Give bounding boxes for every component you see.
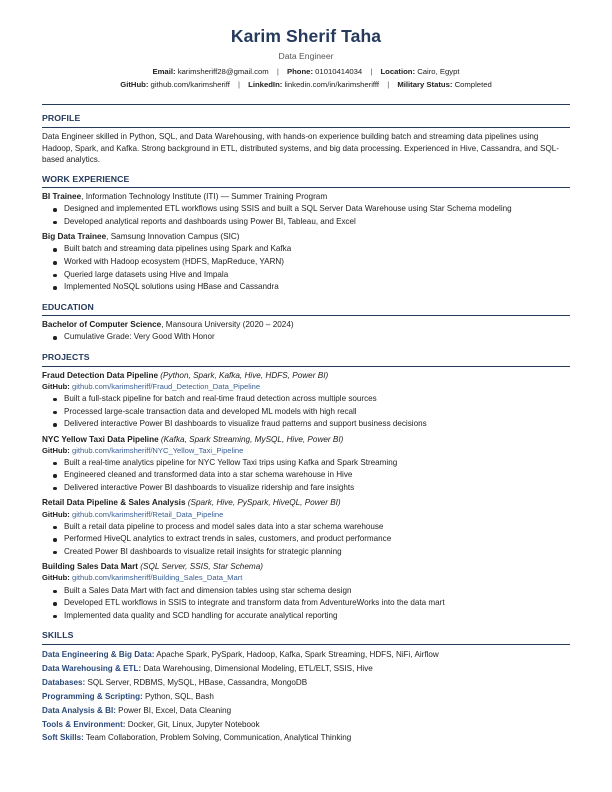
list-item: Cumulative Grade: Very Good With Honor bbox=[42, 331, 570, 344]
bullet-list bbox=[42, 393, 570, 431]
skill-value: Power BI, Excel, Data Cleaning bbox=[115, 705, 232, 715]
project-entry-head bbox=[42, 434, 570, 445]
skill-label: Data Warehousing & ETL: bbox=[42, 663, 142, 673]
experience-org: , Samsung Innovation Campus (SIC) bbox=[106, 232, 240, 242]
skill-label: Tools & Environment: bbox=[42, 719, 126, 729]
project-github-link[interactable]: github.com/karimsheriff/Fraud_Detection_Data_Pipeline bbox=[71, 381, 261, 391]
email-label: Email: bbox=[152, 66, 176, 76]
project-name: Fraud Detection Data Pipeline bbox=[42, 370, 159, 380]
github-value[interactable]: github.com/karimsheriff bbox=[150, 79, 230, 89]
github-label: GitHub: bbox=[42, 573, 70, 583]
skill-row bbox=[42, 690, 570, 704]
military-value: Completed bbox=[454, 79, 492, 89]
candidate-title: Data Engineer bbox=[278, 51, 334, 61]
section-title: PROJECTS bbox=[42, 351, 90, 362]
project-name: Building Sales Data Mart bbox=[42, 562, 138, 572]
bullet-list bbox=[42, 203, 570, 228]
project-github-line bbox=[42, 446, 570, 456]
email-value[interactable]: karimsheriff28@gmail.com bbox=[177, 66, 269, 76]
list-item: Developed ETL workflows in SSIS to integrate and transform data from AdventureWorks into the data mart bbox=[42, 597, 570, 610]
experience-entry-head bbox=[42, 191, 570, 202]
skill-value: Data Warehousing, Dimensional Modeling, ETL/ELT, SSIS, Hive bbox=[141, 663, 373, 673]
bullet-list bbox=[42, 457, 570, 495]
experience-role: Big Data Trainee bbox=[42, 232, 107, 242]
bullet-list bbox=[42, 243, 570, 293]
project-tech: (Spark, Hive, PySpark, HiveQL, Power BI) bbox=[187, 498, 341, 508]
list-item: Delivered interactive Power BI dashboards to visualize ridership and fare insights bbox=[42, 482, 570, 495]
project-entry-head bbox=[42, 561, 570, 572]
project-github-link[interactable]: github.com/karimsheriff/Retail_Data_Pipeline bbox=[71, 509, 224, 519]
github-label: GitHub: bbox=[42, 381, 70, 391]
contact-line-2 bbox=[42, 80, 570, 90]
skill-label: Programming & Scripting: bbox=[42, 691, 143, 701]
github-label: GitHub: bbox=[42, 509, 70, 519]
list-item: Built a retail data pipeline to process and model sales data into a star schema warehouse bbox=[42, 521, 570, 534]
header-divider bbox=[42, 104, 570, 105]
bullet-list bbox=[42, 585, 570, 623]
skill-label: Soft Skills: bbox=[42, 733, 84, 743]
list-item: Processed large-scale transaction data and developed ML models with high recall bbox=[42, 406, 570, 419]
skill-value: SQL Server, RDBMS, MySQL, HBase, Cassandra, MongoDB bbox=[85, 677, 308, 687]
education-entry-head bbox=[42, 319, 570, 330]
project-name: NYC Yellow Taxi Data Pipeline bbox=[42, 434, 159, 444]
list-item: Built a real-time analytics pipeline for NYC Yellow Taxi trips using Kafka and Spark Streaming bbox=[42, 457, 570, 470]
skill-value: Docker, Git, Linux, Jupyter Notebook bbox=[125, 719, 260, 729]
military-label: Military Status: bbox=[397, 79, 453, 89]
list-item: Built batch and streaming data pipelines using Spark and Kafka bbox=[42, 243, 570, 256]
experience-role: BI Trainee bbox=[42, 192, 82, 202]
github-label: GitHub: bbox=[42, 445, 70, 455]
list-item: Implemented data quality and SCD handling for accurate analytical reporting bbox=[42, 610, 570, 623]
list-item: Built a Sales Data Mart with fact and dimension tables using star schema design bbox=[42, 585, 570, 598]
list-item: Built a full-stack pipeline for batch and real-time fraud detection across multiple sources bbox=[42, 393, 570, 406]
skill-row bbox=[42, 718, 570, 732]
project-github-link[interactable]: github.com/karimsheriff/NYC_Yellow_Taxi_Pipeline bbox=[71, 445, 244, 455]
project-github-line bbox=[42, 573, 570, 583]
phone-label: Phone: bbox=[286, 66, 314, 76]
github-label: GitHub: bbox=[120, 79, 149, 89]
skill-label: Databases: bbox=[42, 677, 86, 687]
section-title: WORK EXPERIENCE bbox=[42, 173, 130, 184]
skills-section bbox=[42, 630, 570, 745]
section-rule bbox=[42, 127, 570, 128]
list-item: Designed and implemented ETL workflows using SSIS and built a SQL Server Data Warehouse using Star Schema modeling bbox=[42, 203, 570, 216]
skill-row bbox=[42, 731, 570, 745]
list-item: Created Power BI dashboards to visualize retail insights for strategic planning bbox=[42, 546, 570, 559]
education-degree: Bachelor of Computer Science bbox=[42, 320, 162, 330]
project-tech: (SQL Server, SSIS, Star Schema) bbox=[140, 562, 263, 572]
project-github-line bbox=[42, 382, 570, 392]
project-tech: (Kafka, Spark Streaming, MySQL, Hive, Power BI) bbox=[160, 434, 344, 444]
skill-row bbox=[42, 662, 570, 676]
skill-row bbox=[42, 648, 570, 662]
projects-section bbox=[42, 352, 570, 622]
experience-entry-head bbox=[42, 231, 570, 242]
list-item: Performed HiveQL analytics to extract trends in sales, customers, and product performance bbox=[42, 533, 570, 546]
section-title: SKILLS bbox=[42, 630, 74, 641]
list-item: Worked with Hadoop ecosystem (HDFS, MapReduce, YARN) bbox=[42, 256, 570, 269]
skill-label: Data Analysis & BI: bbox=[42, 705, 116, 715]
skill-value: Apache Spark, PySpark, Hadoop, Kafka, Spark Streaming, HDFS, NiFi, Airflow bbox=[154, 650, 439, 660]
list-item: Queried large datasets using Hive and Impala bbox=[42, 269, 570, 282]
phone-value: 01010414034 bbox=[315, 66, 363, 76]
project-entry-head bbox=[42, 497, 570, 508]
experience-org: , Information Technology Institute (ITI) — Summer Training Program bbox=[81, 192, 328, 202]
linkedin-label: LinkedIn: bbox=[248, 79, 283, 89]
skill-value: Team Collaboration, Problem Solving, Communication, Analytical Thinking bbox=[83, 733, 352, 743]
bullet-list bbox=[42, 331, 570, 344]
section-rule bbox=[42, 315, 570, 316]
section-title: PROFILE bbox=[42, 113, 81, 124]
education-section bbox=[42, 302, 570, 344]
project-github-line bbox=[42, 510, 570, 520]
education-school: , Mansoura University (2020 – 2024) bbox=[161, 320, 294, 330]
experience-section bbox=[42, 174, 570, 294]
section-rule bbox=[42, 366, 570, 367]
project-github-link[interactable]: github.com/karimsheriff/Building_Sales_Data_Mart bbox=[71, 573, 243, 583]
contact-separator: | bbox=[276, 66, 279, 76]
candidate-name: Karim Sherif Taha bbox=[230, 26, 382, 46]
location-value: Cairo, Egypt bbox=[417, 66, 460, 76]
contact-separator: | bbox=[387, 79, 390, 89]
project-tech: (Python, Spark, Kafka, Hive, HDFS, Power BI) bbox=[160, 370, 329, 380]
skill-value: Python, SQL, Bash bbox=[142, 691, 214, 701]
project-name: Retail Data Pipeline & Sales Analysis bbox=[42, 498, 186, 508]
list-item: Developed analytical reports and dashboards using Power BI, Tableau, and Excel bbox=[42, 216, 570, 229]
contact-separator: | bbox=[238, 79, 241, 89]
list-item: Implemented NoSQL solutions using HBase and Cassandra bbox=[42, 281, 570, 294]
skill-label: Data Engineering & Big Data: bbox=[42, 650, 155, 660]
skill-row bbox=[42, 676, 570, 690]
contact-separator: | bbox=[370, 66, 373, 76]
section-rule bbox=[42, 644, 570, 645]
linkedin-value[interactable]: linkedin.com/in/karimsherifff bbox=[284, 79, 380, 89]
skill-row bbox=[42, 704, 570, 718]
section-title: EDUCATION bbox=[42, 301, 94, 312]
list-item: Engineered cleaned and transformed data into a star schema warehouse in Hive bbox=[42, 469, 570, 482]
project-entry-head bbox=[42, 370, 570, 381]
bullet-list bbox=[42, 521, 570, 559]
section-rule bbox=[42, 187, 570, 188]
profile-text: Data Engineer skilled in Python, SQL, and Data Warehousing, with hands-on experience building batch and streaming data pipelines using Hadoop, Spark, and Kafka. Strong background in ETL, distributed systems, and big data processing. Experienced in Hive, Cassandra, and SQL-based analytics. bbox=[42, 132, 559, 165]
profile-section bbox=[42, 113, 570, 165]
list-item: Delivered interactive Power BI dashboards to visualize fraud patterns and support business decisions bbox=[42, 418, 570, 431]
location-label: Location: bbox=[380, 66, 416, 76]
contact-line-1 bbox=[42, 67, 570, 77]
